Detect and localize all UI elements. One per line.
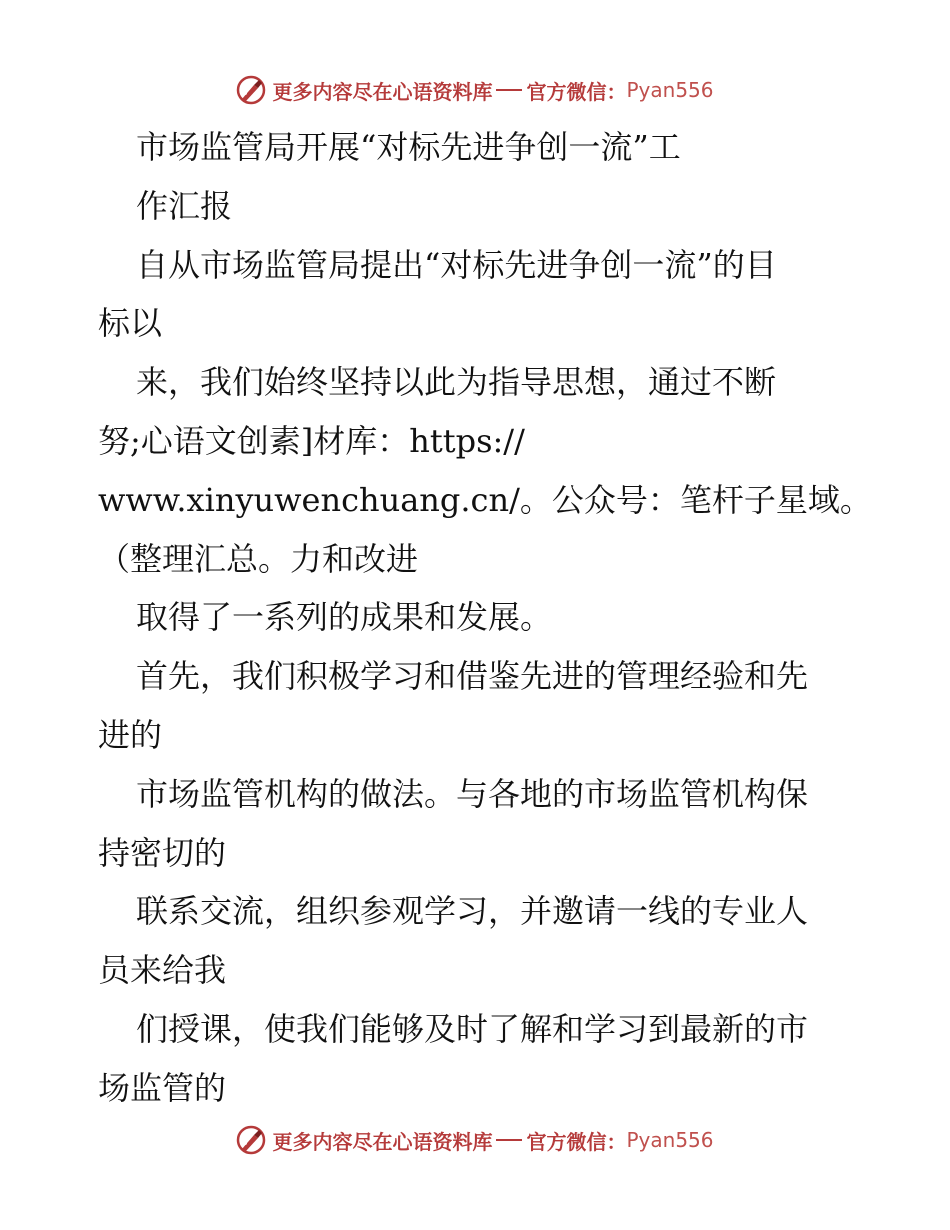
banner-wechat-label: 官方微信：	[526, 1129, 627, 1154]
footer-banner	[0, 1120, 950, 1160]
text-line: 作汇报	[136, 186, 233, 225]
pen-logo-icon	[236, 1125, 266, 1155]
text-line: 取得了一系列的成果和发展。	[136, 598, 553, 637]
text-line: 自从市场监管局提出“对标先进争创一流”的目	[136, 245, 777, 284]
text-line: 来，我们始终坚持以此为指导思想，通过不断	[136, 363, 777, 402]
banner-dash	[496, 89, 522, 91]
text-line: 们授课，使我们能够及时了解和学习到最新的市	[136, 1009, 809, 1048]
text-line: 进的	[98, 715, 163, 754]
text-line: www.xinyuwenchuang.cn/。公众号：笔杆子星域。	[98, 480, 872, 519]
banner-text: 更多内容尽在心语资料库	[272, 1129, 493, 1154]
banner-wechat-id: Pyan556	[626, 78, 714, 102]
text-line: 场监管的	[98, 1068, 227, 1107]
header-banner	[0, 70, 950, 110]
text-line: 标以	[98, 304, 163, 343]
text-line: 持密切的	[98, 833, 227, 872]
text-line: 市场监管机构的做法。与各地的市场监管机构保	[136, 774, 809, 813]
text-line: 市场监管局开展“对标先进争创一流”工	[136, 128, 681, 166]
banner-text: 更多内容尽在心语资料库	[272, 79, 493, 104]
banner-dash	[496, 1139, 522, 1141]
text-line: 联系交流，组织参观学习，并邀请一线的专业人	[136, 892, 809, 931]
text-line: 努;心语文创素]材库：https://	[98, 421, 525, 460]
document-body	[98, 118, 872, 1118]
text-line: 首先，我们积极学习和借鉴先进的管理经验和先	[136, 657, 809, 696]
text-line: 员来给我	[98, 951, 227, 990]
text-line: （整理汇总。力和改进	[98, 539, 419, 578]
banner-wechat-label: 官方微信：	[526, 79, 627, 104]
banner-wechat-id: Pyan556	[626, 1128, 714, 1152]
pen-logo-icon	[236, 75, 266, 105]
